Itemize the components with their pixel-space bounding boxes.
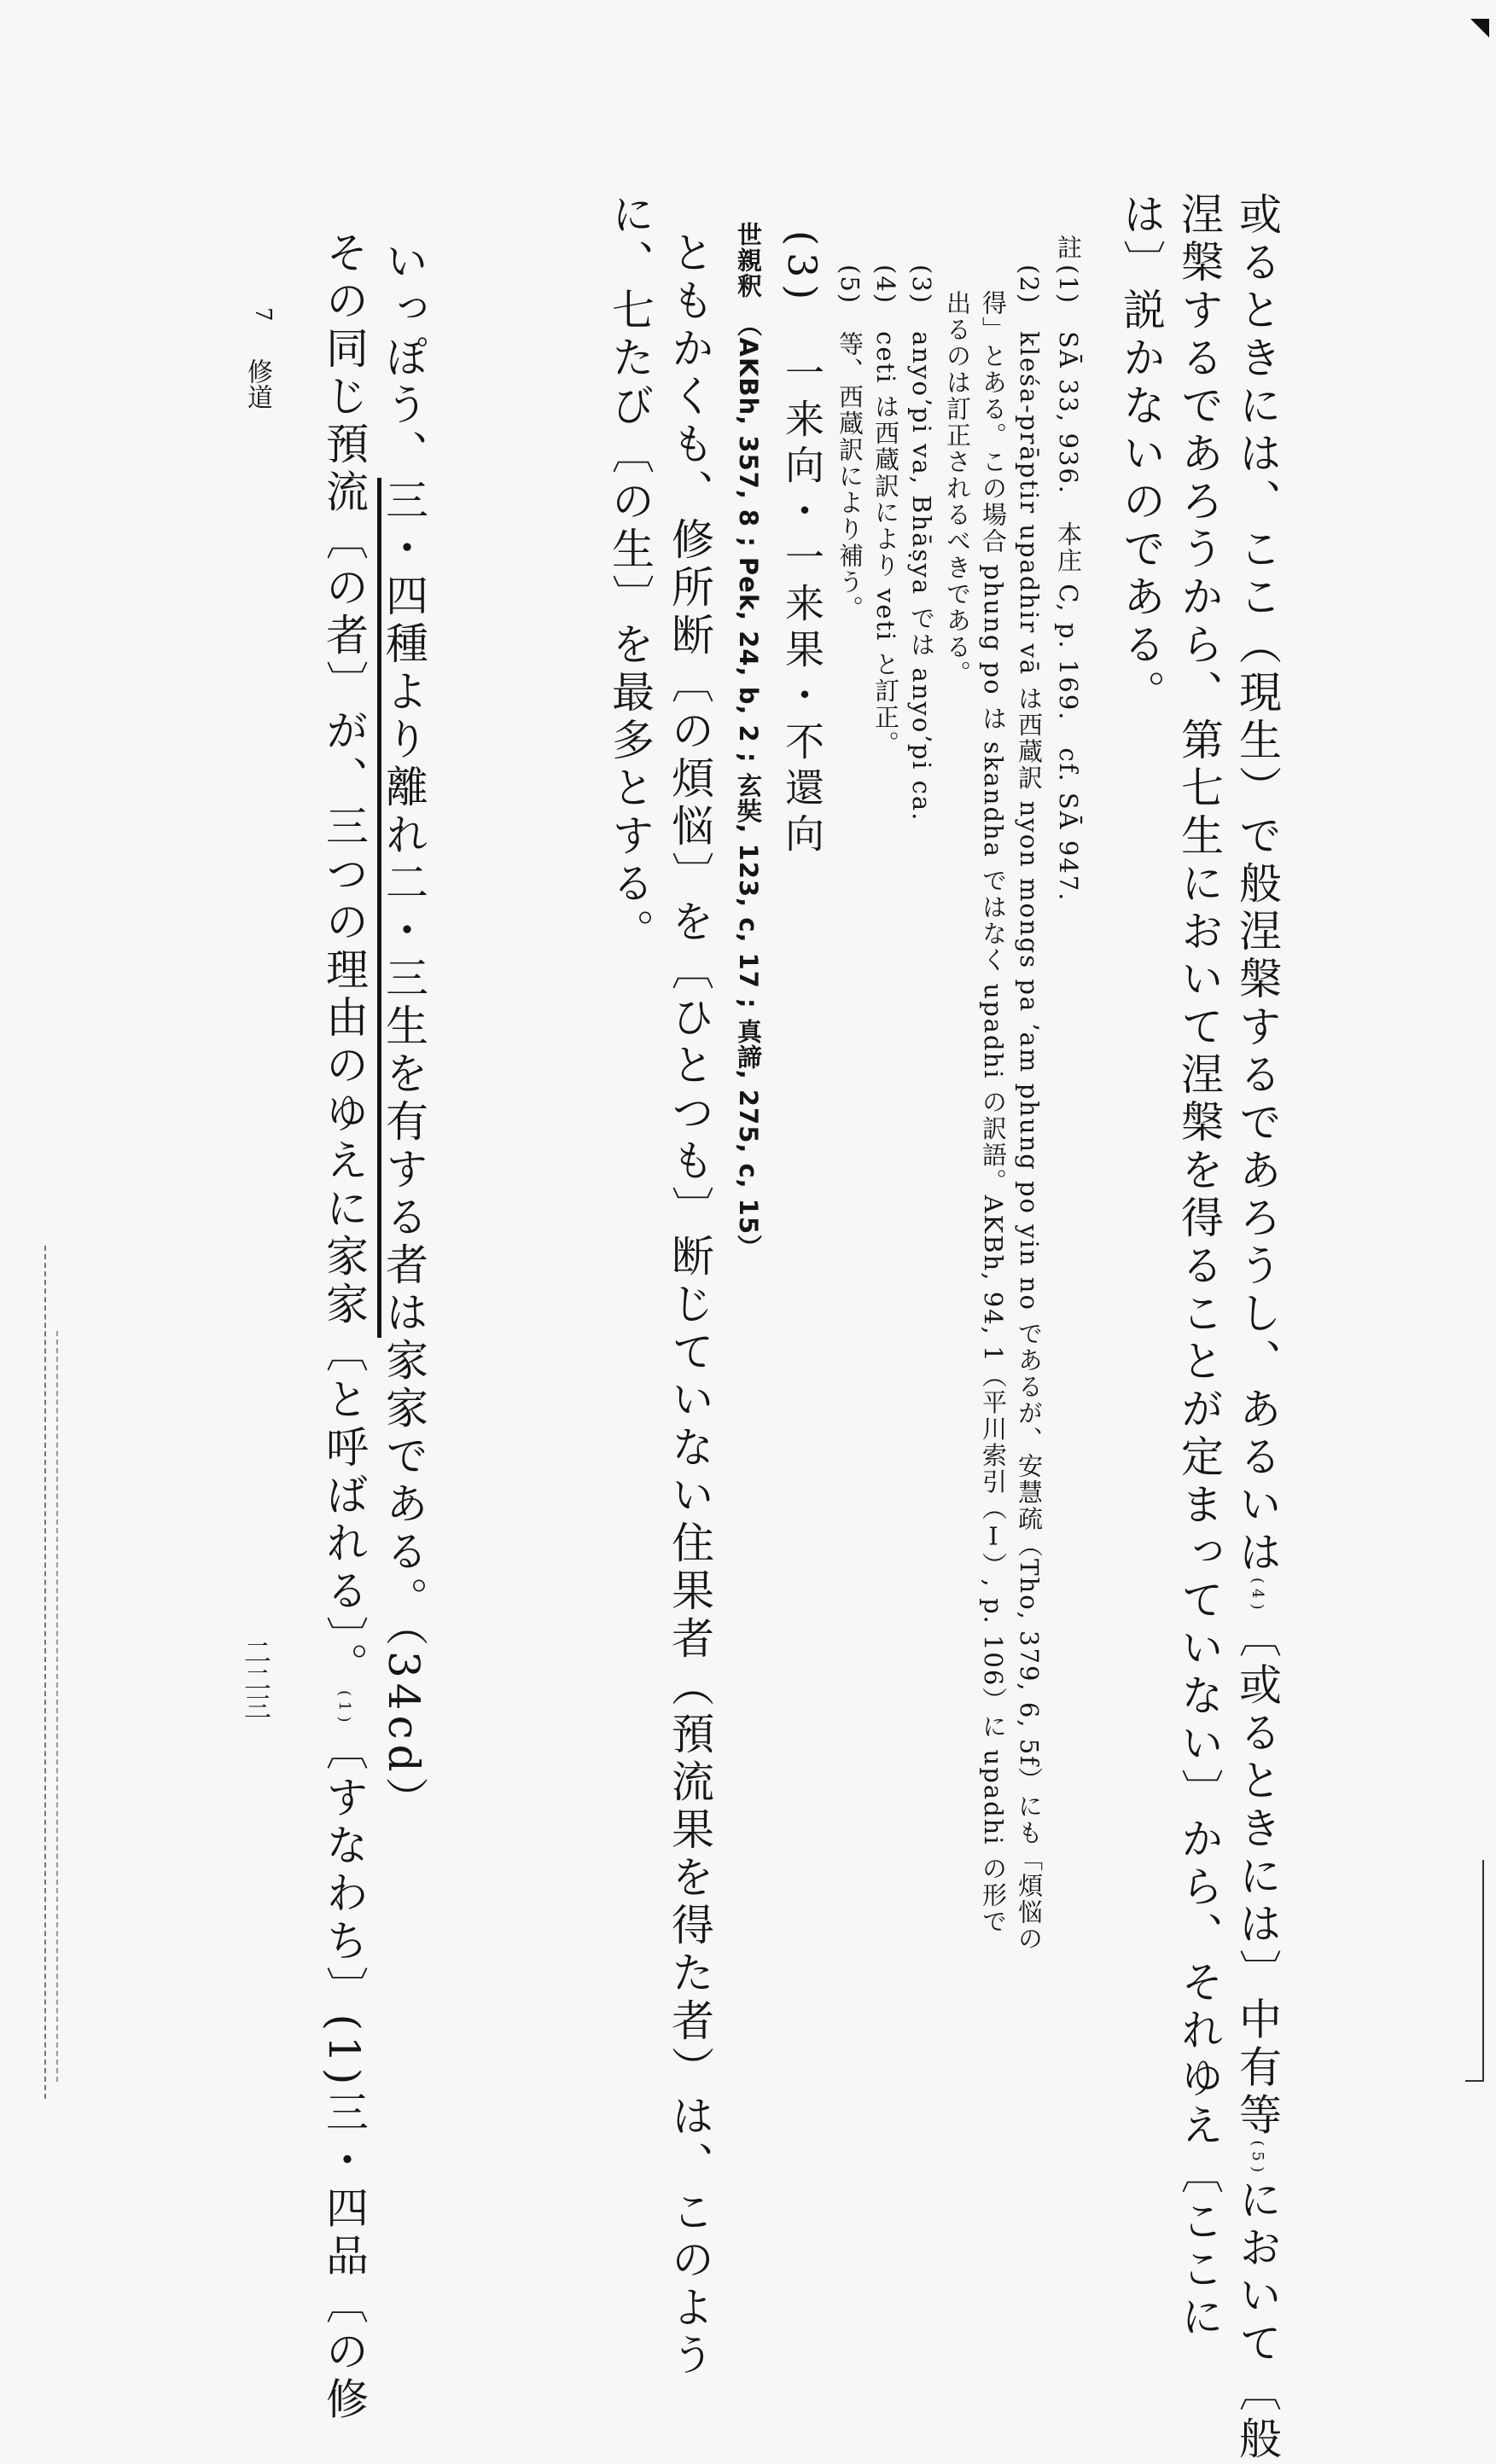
footnote-ref-5: (5) [1249, 2140, 1266, 2177]
scan-edge-line [1482, 1860, 1484, 2082]
note-5: (5) 等、西蔵訳により補う。 [835, 264, 864, 623]
note-2-cont: 得」とある。この場合 phung po は skandha ではなく upadhi の訳語。AKBh, 94, 1（平川索引（Ⅰ）, p. 106）に upadhi の形で [979, 290, 1008, 1935]
scan-edge-line-bottom [1465, 2080, 1484, 2082]
footnote-ref-1: (1) [335, 1690, 353, 1728]
note-1: (1) SĀ 33, 936. 本庄 C, p. 169. cf. SĀ 947. [1054, 264, 1083, 903]
verse-line: いっぽう、三・四種より離れ二・三生を有する者は家家である。（34cd） [379, 239, 428, 1825]
page-number: 二二三 [240, 1638, 272, 1720]
chapter-title: 修道 [242, 358, 272, 410]
footnote-ref-4: (4) [1249, 1578, 1266, 1615]
verse-underlined: 三・四種より離れ二・三生を有する者は [379, 478, 428, 1338]
body-line-1: ともかくも、修所断〔の煩悩〕を〔ひとつも〕断じていない住果者（預流果を得た者）は、このよう [665, 230, 714, 2380]
text-line-1: 或るときには、ここ（現生）で般涅槃するであろうし、あるいは(4)〔或るときには〕中有等(5)において〔般 [1232, 192, 1282, 2464]
note-2-cont2: 出るのは訂正されるべきである。 [943, 290, 972, 687]
corner-mark [1470, 19, 1489, 38]
commentary-heading: 世親釈 （AKBh, 357, 8 ; Pek, 24, b, 2 ; 玄奘, 123, c, 17 ; 真諦, 275, c, 15） [734, 222, 763, 1261]
body-line-4: その同じ預流〔の者〕が、三つの理由のゆえに家家〔と呼ばれる〕。(1)〔すなわち〕(1)三・四品〔の修 [319, 230, 369, 2425]
note-2: (2) kleśa-prāptir upadhir vā は西蔵訳 nyon mongs pa ʼam phung po yin no であるが、安慧疏（Tho, 379, 6, 5f）にも「煩悩の [1015, 264, 1044, 1952]
notes-label: 註 [1054, 235, 1083, 261]
chapter-number: 7 [250, 307, 276, 322]
text-line-3: は〕説かないのである。 [1116, 192, 1166, 718]
text-line-2: 涅槃するであろうから、第七生において涅槃を得ることが定まっていない〕から、それゆえ〔ここに [1174, 192, 1224, 2342]
scan-dash-1 [44, 1246, 46, 2099]
note-4: (4) ceti は西蔵訳により veti と訂正。 [871, 264, 900, 758]
note-3: (3) anyoʼpi va, Bhāṣya では anyoʼpi ca. [907, 264, 936, 822]
body-line-2: に、七たび〔の生〕を最多とする。 [605, 192, 655, 956]
section-heading: (3) 一来向・一来果・不還向 [779, 230, 825, 860]
scan-dash-2 [56, 1331, 58, 2082]
